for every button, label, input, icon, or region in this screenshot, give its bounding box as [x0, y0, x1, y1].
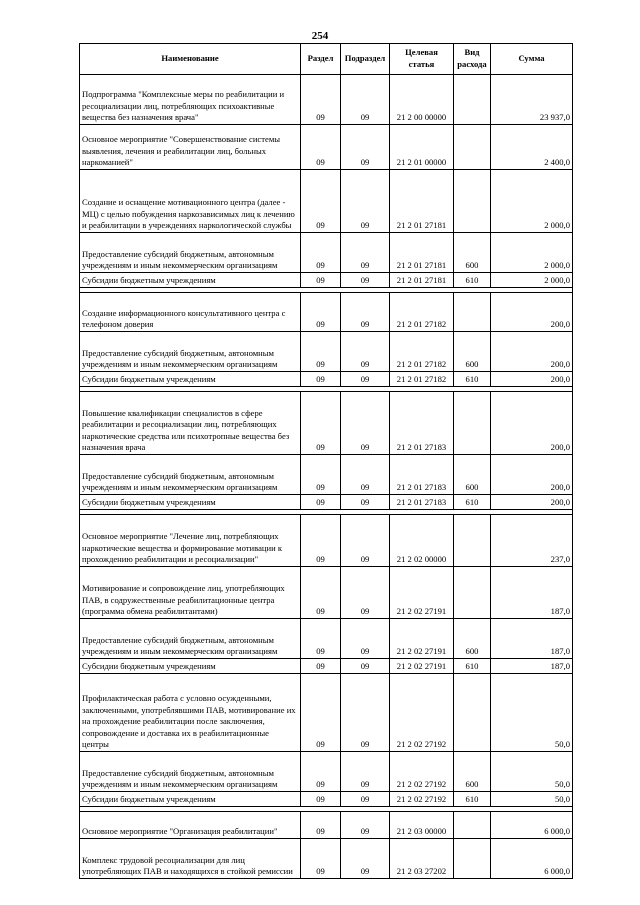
page-number: 254 — [311, 30, 329, 42]
row-name: Субсидии бюджетным учреждениям — [80, 792, 301, 807]
row-subsection: 09 — [341, 495, 390, 510]
row-expense-type: 600 — [454, 455, 491, 495]
row-subsection: 09 — [341, 567, 390, 619]
row-amount: 187,0 — [491, 567, 573, 619]
row-section: 09 — [301, 293, 341, 332]
row-section: 09 — [301, 674, 341, 752]
table-row — [80, 674, 573, 752]
row-amount: 6 000,0 — [491, 839, 573, 879]
row-target: 21 2 02 27192 — [390, 792, 454, 807]
row-target: 21 2 02 27192 — [390, 674, 454, 752]
table-header-row — [80, 44, 573, 75]
row-target: 21 2 01 00000 — [390, 125, 454, 170]
row-amount: 50,0 — [491, 792, 573, 807]
row-expense-type — [454, 170, 491, 233]
table-row — [80, 125, 573, 170]
table-row — [80, 170, 573, 233]
row-subsection: 09 — [341, 372, 390, 387]
row-target: 21 2 01 27183 — [390, 495, 454, 510]
row-amount: 187,0 — [491, 619, 573, 659]
row-name: Субсидии бюджетным учреждениям — [80, 659, 301, 674]
table-row — [80, 233, 573, 273]
row-section: 09 — [301, 495, 341, 510]
row-section: 09 — [301, 372, 341, 387]
row-target: 21 2 01 27182 — [390, 332, 454, 372]
row-expense-type — [454, 515, 491, 567]
table-row — [80, 392, 573, 455]
row-name: Предоставление субсидий бюджетным, автономным учреждениям и иным некоммерческим организациям — [80, 455, 301, 495]
row-name: Мотивирование и сопровождение лиц, употребляющих ПАВ, в содружественные реабилитационные центра (программа обмена реабилитантами) — [80, 567, 301, 619]
row-target: 21 2 01 27182 — [390, 372, 454, 387]
row-name: Повышение квалификации специалистов в сфере реабилитации и ресоциализации лиц, потребляющих наркотические средства или психотропные вещества без назначения врача — [80, 392, 301, 455]
row-target: 21 2 03 27202 — [390, 839, 454, 879]
row-expense-type — [454, 75, 491, 125]
row-amount: 2 000,0 — [491, 233, 573, 273]
row-subsection: 09 — [341, 839, 390, 879]
row-target: 21 2 03 00000 — [390, 812, 454, 839]
row-name: Предоставление субсидий бюджетным, автономным учреждениям и иным некоммерческим организациям — [80, 619, 301, 659]
row-section: 09 — [301, 392, 341, 455]
row-target: 21 2 01 27181 — [390, 233, 454, 273]
row-expense-type: 610 — [454, 273, 491, 288]
row-expense-type: 610 — [454, 792, 491, 807]
table-row — [80, 659, 573, 674]
table-row — [80, 273, 573, 288]
row-section: 09 — [301, 233, 341, 273]
row-section: 09 — [301, 619, 341, 659]
row-subsection: 09 — [341, 392, 390, 455]
table-row — [80, 619, 573, 659]
row-amount: 2 000,0 — [491, 170, 573, 233]
row-subsection: 09 — [341, 674, 390, 752]
row-expense-type — [454, 812, 491, 839]
row-name: Основное мероприятие "Лечение лиц, потребляющих наркотические вещества и формирование мотивации к прохождению реабилитации и ресоциализации" — [80, 515, 301, 567]
row-subsection: 09 — [341, 515, 390, 567]
row-subsection: 09 — [341, 455, 390, 495]
row-amount: 187,0 — [491, 659, 573, 674]
row-name: Субсидии бюджетным учреждениям — [80, 495, 301, 510]
row-name: Предоставление субсидий бюджетным, автономным учреждениям и иным некоммерческим организациям — [80, 233, 301, 273]
header-name: Наименование — [80, 44, 301, 75]
row-target: 21 2 01 27181 — [390, 273, 454, 288]
row-section: 09 — [301, 792, 341, 807]
row-name: Предоставление субсидий бюджетным, автономным учреждениям и иным некоммерческим организациям — [80, 752, 301, 792]
row-subsection: 09 — [341, 812, 390, 839]
row-amount: 2 400,0 — [491, 125, 573, 170]
row-target: 21 2 01 27181 — [390, 170, 454, 233]
row-subsection: 09 — [341, 792, 390, 807]
row-target: 21 2 00 00000 — [390, 75, 454, 125]
row-name: Создание информационного консультативного центра с телефоном доверия — [80, 293, 301, 332]
row-expense-type: 600 — [454, 752, 491, 792]
row-name: Субсидии бюджетным учреждениям — [80, 273, 301, 288]
row-amount: 200,0 — [491, 332, 573, 372]
row-section: 09 — [301, 332, 341, 372]
row-expense-type: 610 — [454, 659, 491, 674]
row-expense-type — [454, 674, 491, 752]
table-row — [80, 515, 573, 567]
row-expense-type — [454, 392, 491, 455]
row-expense-type — [454, 293, 491, 332]
row-amount: 200,0 — [491, 495, 573, 510]
header-subsection: Подраздел — [341, 44, 390, 75]
header-section: Раздел — [301, 44, 341, 75]
table-row — [80, 495, 573, 510]
row-expense-type — [454, 125, 491, 170]
row-amount: 200,0 — [491, 455, 573, 495]
table-row — [80, 455, 573, 495]
row-section: 09 — [301, 170, 341, 233]
row-amount: 200,0 — [491, 392, 573, 455]
row-target: 21 2 02 27191 — [390, 659, 454, 674]
row-expense-type: 600 — [454, 619, 491, 659]
row-section: 09 — [301, 752, 341, 792]
row-amount: 200,0 — [491, 372, 573, 387]
row-amount: 23 937,0 — [491, 75, 573, 125]
row-name: Комплекс трудовой ресоциализации для лиц употребляющих ПАВ и находящихся в стойкой ремиссии — [80, 839, 301, 879]
row-name: Профилактическая работа с условно осужденными, заключенными, употреблявшими ПАВ, мотивирование их на прохождение реабилитации после заключения, сопровождение и доставка их в реабилитационные центры — [80, 674, 301, 752]
row-subsection: 09 — [341, 332, 390, 372]
table-row — [80, 372, 573, 387]
table-row — [80, 75, 573, 125]
budget-table — [79, 43, 573, 879]
row-section: 09 — [301, 75, 341, 125]
row-subsection: 09 — [341, 170, 390, 233]
table-row — [80, 792, 573, 807]
row-subsection: 09 — [341, 752, 390, 792]
row-subsection: 09 — [341, 293, 390, 332]
row-amount: 2 000,0 — [491, 273, 573, 288]
row-section: 09 — [301, 839, 341, 879]
row-section: 09 — [301, 812, 341, 839]
row-amount: 200,0 — [491, 293, 573, 332]
row-section: 09 — [301, 125, 341, 170]
row-subsection: 09 — [341, 273, 390, 288]
row-subsection: 09 — [341, 619, 390, 659]
row-section: 09 — [301, 273, 341, 288]
row-section: 09 — [301, 567, 341, 619]
row-target: 21 2 02 27192 — [390, 752, 454, 792]
row-subsection: 09 — [341, 233, 390, 273]
table-row — [80, 332, 573, 372]
row-name: Основное мероприятие "Совершенствование системы выявления, лечения и реабилитации лиц, больных наркоманией" — [80, 125, 301, 170]
row-target: 21 2 01 27183 — [390, 392, 454, 455]
row-name: Создание и оснащение мотивационного центра (далее - МЦ) с целью побуждения наркозависимых лиц к лечению и реабилитации в учреждениях наркологической службы — [80, 170, 301, 233]
row-target: 21 2 02 00000 — [390, 515, 454, 567]
header-target: Целевая статья — [390, 44, 454, 75]
row-target: 21 2 01 27182 — [390, 293, 454, 332]
row-amount: 50,0 — [491, 752, 573, 792]
row-expense-type: 600 — [454, 233, 491, 273]
row-amount: 237,0 — [491, 515, 573, 567]
table-row — [80, 812, 573, 839]
row-name: Субсидии бюджетным учреждениям — [80, 372, 301, 387]
row-expense-type: 610 — [454, 495, 491, 510]
row-section: 09 — [301, 659, 341, 674]
row-amount: 50,0 — [491, 674, 573, 752]
row-amount: 6 000,0 — [491, 812, 573, 839]
row-expense-type: 610 — [454, 372, 491, 387]
table-row — [80, 752, 573, 792]
row-target: 21 2 02 27191 — [390, 567, 454, 619]
row-target: 21 2 02 27191 — [390, 619, 454, 659]
row-subsection: 09 — [341, 125, 390, 170]
row-name: Основное мероприятие "Организация реабилитации" — [80, 812, 301, 839]
table-row — [80, 839, 573, 879]
header-amount: Сумма — [491, 44, 573, 75]
row-subsection: 09 — [341, 659, 390, 674]
row-section: 09 — [301, 455, 341, 495]
table-row — [80, 293, 573, 332]
row-expense-type — [454, 567, 491, 619]
row-target: 21 2 01 27183 — [390, 455, 454, 495]
row-section: 09 — [301, 515, 341, 567]
table-row — [80, 567, 573, 619]
row-name: Предоставление субсидий бюджетным, автономным учреждениям и иным некоммерческим организациям — [80, 332, 301, 372]
header-expense-type: Вид расхода — [454, 44, 491, 75]
row-expense-type: 600 — [454, 332, 491, 372]
row-expense-type — [454, 839, 491, 879]
row-subsection: 09 — [341, 75, 390, 125]
row-name: Подпрограмма "Комплексные меры по реабилитации и ресоциализации лиц, потребляющих психоактивные вещества без назначения врача" — [80, 75, 301, 125]
